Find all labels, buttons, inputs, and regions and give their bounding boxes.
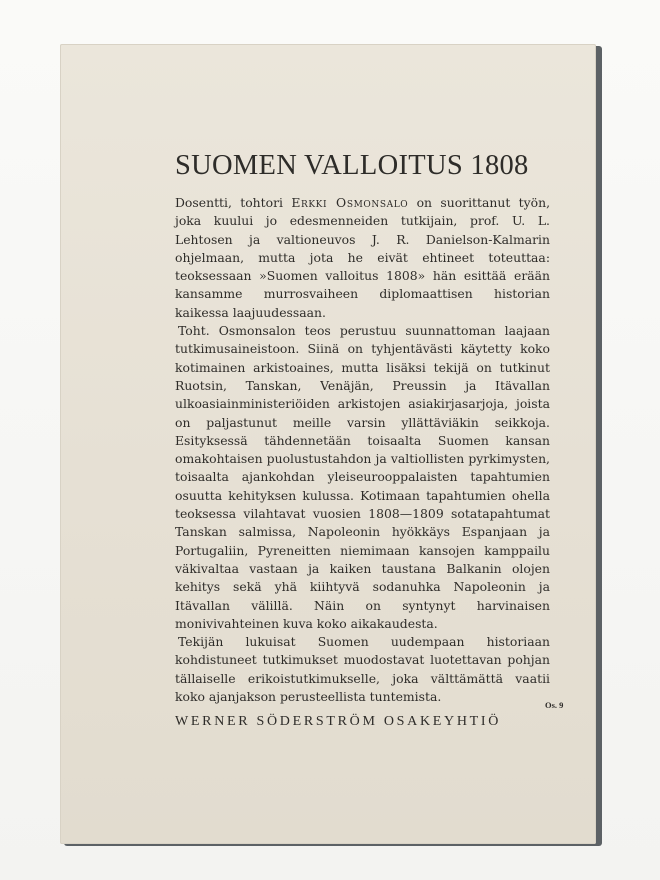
author-name: Erkki Osmonsalo [291, 195, 409, 210]
catalog-code: Os. 9 [545, 700, 564, 710]
blurb-paragraph-2: Toht. Osmonsalon teos perustuu suunnattoman laajaan tutkimusaineistoon. Siinä on tyhjentävästi käytetty koko kotimainen arkistoaines, mutta lisäksi tekijä on tutkinut Ruotsin, Tanskan, Venäjän, Preussin ja Itävallan ulkoasiainministeriöiden arkistojen asiakirjasarjoja, joista on paljastunut meille varsin yllättäviäkin seikkoja. Esityksessä tähdennetään toisaalta Suomen kansan omakohtaisen puolustustahdon ja valtiollisten pyrkimysten, toisaalta ajankohdan yleiseurooppalaisten tapahtumien osuutta kehityksen kulussa. Kotimaan tapahtumien ohella teoksessa vilahtavat vuosien 1808—1809 sotatapahtumat Tanskan salmissa, Napoleonin hyökkäys Espanjaan ja Portugaliin, Pyreneitten niemimaan kansojen kamppailu väkivaltaa vastaan ja kaiken taustana Balkanin olojen kehitys sekä yhä kiihtyvä sodanuhka Napoleonin ja Itävallan välillä. Näin on syntynyt harvinaisen monivivahteinen kuva koko aikakaudesta. [175, 323, 550, 631]
blurb-paragraph-3: Tekijän lukuisat Suomen uudempaan historiaan kohdistuneet tutkimukset muodostavat luotettavan pohjan tällaiselle erikoistutkimukselle, joka välttämättä vaatii koko ajanjakson perusteellista tuntemista. [175, 634, 550, 705]
paragraph-1-start: Dosentti, tohtori [175, 195, 292, 210]
book-title: SUOMEN VALLOITUS 1808 [175, 150, 529, 181]
publisher-name: WERNER SÖDERSTRÖM OSAKEYHTIÖ [175, 714, 502, 730]
blurb-text-block [175, 148, 550, 730]
paragraph-1-rest: on suorittanut työn, joka kuului jo edesmenneiden tutkijain, prof. U. L. Lehtosen ja valtioneuvos J. R. Danielson-Kalmarin ohjelmaan, mutta jota he eivät ehtineet toteuttaa: teoksessaan »Suomen valloitus 1808» hän esittää erään kansamme murrosvaiheen diplomaattisen historian kaikessa laajuudessaan. [175, 195, 551, 320]
blurb-paragraph-1 [175, 194, 550, 322]
